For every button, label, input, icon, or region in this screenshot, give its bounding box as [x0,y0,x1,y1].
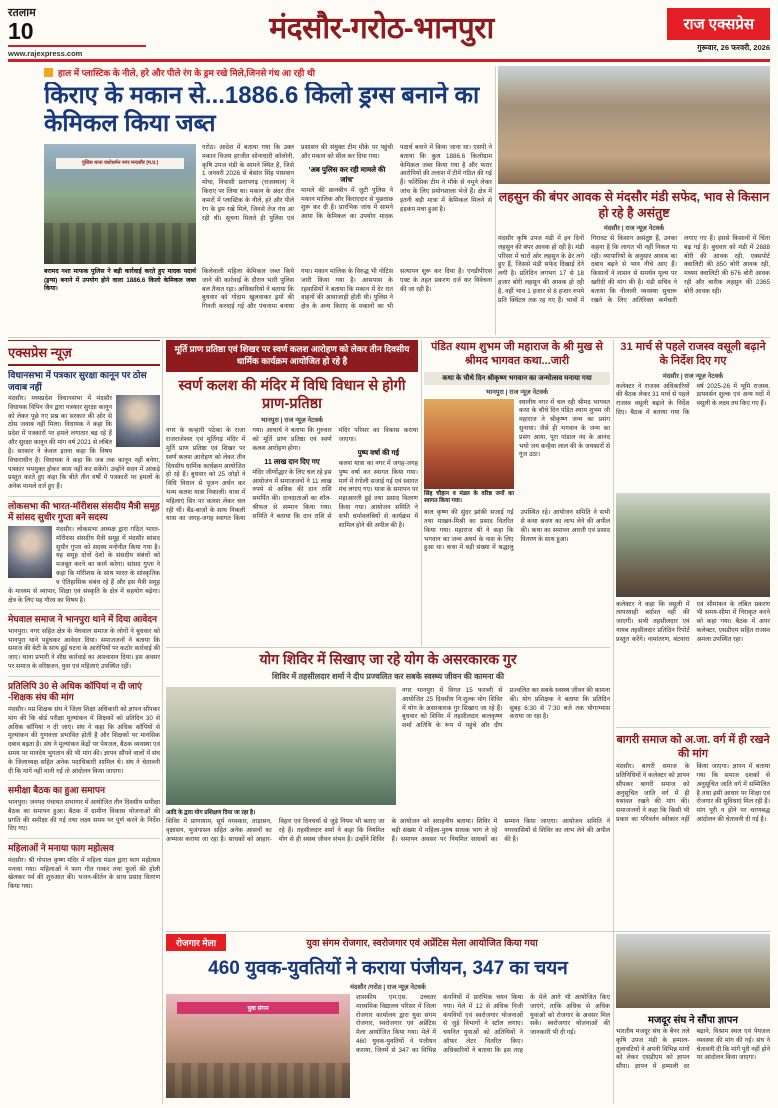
article-body: मंदसौर कृषि उपज मंडी में इन दिनों लहसुन की बंपर आवक हो रही है। मंडी परिसर में चारों ओर लहसुन के ढेर लगे हुए हैं, जिससे मंडी सफेद दिखाई देने लगी है। प्रतिदिन लगभग 17 से 18 हजार बोरी लहसुन की आवक हो रही है, वहीं भाव 1 हजार से 8 हजार रुपये प्रति क्विंटल तक रह गए हैं। भावों में गिरावट से किसान असंतुष्ट हैं, उनका कहना है कि लागत भी नहीं निकल पा रही। व्यापारियों के अनुसार आवक का दबाव बढ़ने से भाव नीचे आए हैं। किसानों ने शासन से समर्थन मूल्य पर खरीदी की मांग की है। मंडी सचिव ने बताया कि नीलामी व्यवस्था सुचारू रखने के लिए अतिरिक्त कर्मचारी लगाए गए हैं। इससे किसानों में चिंता बढ़ गई है। बुधवार को मंडी में 2688 बोरी की आवक रही, एक्सपोर्ट क्वालिटी की 850 बोरी आवक रही, मध्यम क्वालिटी की 676 बोरी आवक रही और बारीक लहसुन की 2365 बोरी आवक रही। [498,235,770,304]
temple-kicker: मूर्ति प्राण प्रतिष्ठा एवं शिखर पर स्वर्ण कलश आरोहण को लेकर तीन दिवसीय धार्मिक कार्यक्रम आयोजित हो रहे है [166,340,418,372]
mp-portrait-photo [8,526,52,578]
bhagwat-headline: पंडित श्याम शुभम जी महाराज के श्री मुख से श्रीमद भागवत कथा...जारी [431,341,603,368]
lead-strapline-row [44,66,492,79]
article-body: कलेक्टर ने राजस्व अधिकारियों की बैठक लेकर 31 मार्च से पहले राजस्व वसूली बढ़ाने के निर्देश दिए। बैठक में बताया गया कि वर्ष 2025-26 में भूमि राजस्व, डायवर्सन शुल्क एवं अन्य मदों में वसूली के लक्ष्य तय किए गए हैं। [616,382,770,417]
rojgar-byline: मंदसौर /गरोठ | राज न्यूज़ नेटवर्क [350,984,426,991]
bhagwat-photo-block [424,399,514,507]
garlic-story [498,66,770,336]
temple-headline: स्वर्ण कलश की मंदिर में विधि विधान से होगी प्राण-प्रतिष्ठा [178,377,406,413]
express-story-press-law [8,370,160,492]
rojgar-mela-photo [166,994,350,1098]
section-divider [166,931,770,932]
article-body: मंदसौर। मप्र शिक्षक संघ ने जिला शिक्षा अधिकारी को ज्ञापन सौंपकर मांग की कि बोर्ड परीक्षा मूल्यांकन में शिक्षकों को प्रतिदिन 30 से अधिक कॉपियां न दी जाएं। संघ ने कहा कि अधिक कॉपियों से मूल्यांकन की गुणवत्ता प्रभावित होती है और शिक्षकों पर मानसिक दबाव बढ़ता है। संघ ने मूल्यांकन केंद्रों पर पेयजल, बैठक व्यवस्था एवं समय पर मानदेय भुगतान की भी मांग की। ज्ञापन सौंपने वालों में संघ के जिलाध्यक्ष सहित अनेक पदाधिकारी शामिल थे। संघ ने चेतावनी दी कि मांगें नहीं मानी गईं तो आंदोलन किया जाएगा। [8,705,160,775]
masthead-location: रतलाम [8,7,36,19]
article-body: भानपुरा। जनपद पंचायत सभागार में आयोजित तीन दिवसीय समीक्षा बैठक का समापन हुआ। बैठक में ग्रामीण विकास योजनाओं की प्रगति की समीक्षा की गई तथा लक्ष्य समय पर पूर्ण करने के निर्देश दिए गए। [8,798,160,833]
revenue-body-continued [616,601,770,721]
bhagwat-body-right [519,399,610,507]
majdoor-sangh-story [616,934,770,1104]
article-body: गरोठ। आदेश में बताया गया कि उक्त मकान विजय हरजीत सोनाधारी कॉलोनी, कृषि उपज मंडी के सामने स्थित है, जिसे 1 जनवरी 2026 से बेसांत सिंह पासवान मोघा, निवासी प्रतापगढ़ (राजस्थान) ने किराए पर लिया था। मकान के अंदर तीन कमरों में प्लास्टिक के नीले, हरे और पीले रंग के ड्रम रखे मिले, जिनसे तेज गंध आ रही थी। सूचना मिलते ही पुलिस एवं प्रशासन की संयुक्त टीम मौके पर पहुंची और मकान को सील कर दिया गया। [202,144,393,222]
photo-people-silhouettes [44,223,196,264]
strapline-marker-icon [44,68,53,77]
temple-byline: भानपुरा | राज न्यूज़ नेटवर्क [260,417,324,425]
yoga-camp-story [166,650,610,930]
right-rail [616,340,770,930]
brand-logo: राज एक्सप्रेस [667,8,770,40]
article-body: कलश यात्रा का नगर में जगह-जगह पुष्प वर्षा कर स्वागत किया गया। मार्ग में रंगोली सजाई गई एवं स्वागत मंच लगाए गए। यात्रा के समापन पर महाआरती हुई तथा प्रसाद वितरण किया गया। आयोजन समिति ने सभी धर्मावलंबियों से कार्यक्रम में शामिल होने की अपील की है। [338,459,418,529]
express-story-mp-mauritius [8,496,160,605]
masthead-right [667,8,770,53]
section-divider [8,337,770,338]
yoga-headline: योग शिविर में सिखाए जा रहे योग के असरकारक गुर [259,651,517,667]
lead-story [44,66,492,336]
edition-title: मंदसौर-गरोठ-भानपुरा [269,12,494,45]
temple-kalash-story [166,340,418,646]
express-news-rail [8,340,160,1104]
bhagwat-photo-caption: सिंह चौहान व मंडल के वरिष्ठ जनों का स्वागत किया गया। [424,490,514,505]
article-body: कलेक्टर ने कहा कि वसूली में लापरवाही बर्दाश्त नहीं की जाएगी। सभी तहसीलदार एवं नायब तहसीलदार प्रतिदिन रिपोर्ट प्रस्तुत करेंगे। नामांतरण, बंटवारा एवं सीमांकन के लंबित प्रकरण भी समय-सीमा में निराकृत करने को कहा गया। बैठक में अपर कलेक्टर, एसडीएम सहित राजस्व अमला उपस्थित रहा। [616,600,770,643]
lead-body-columns [202,144,492,264]
express-story-headline: महिलाओं ने मनाया फाग महोत्सव [8,843,114,854]
mla-portrait-photo [116,395,160,447]
article-body: मामले की छानबीन में जुटी पुलिस ने मकान मालिक और किराएदार से पूछताछ शुरू कर दी है। प्रारंभिक जांच में सामने आया कि केमिकल का उपयोग मादक पदार्थ बनाने में किया जाना था। एसपी ने बताया कि कुल 1886.6 किलोग्राम केमिकल जब्त किया गया है और फरार आरोपियों की तलाश में टीमें गठित की गई हैं। फोरेंसिक टीम ने मौके से नमूने लेकर जांच के लिए प्रयोगशाला भेजे हैं। क्षेत्र में इतनी बड़ी मात्रा में केमिकल मिलने से हड़कंप मचा हुआ है। [301,144,492,221]
bhagwat-ceremony-photo [424,399,514,489]
express-story-review-meeting [8,780,160,834]
revenue-meeting-photo [616,493,770,597]
bagri-headline: बागरी समाज को अ.जा. वर्ग में ही रखने की मांग [616,733,770,760]
express-story-headline: विधानसभा में पत्रकार सुरक्षा कानून पर ठोस जवाब नहीं [8,370,147,392]
lead-story-photo [44,144,196,264]
express-story-faag-festival [8,838,160,892]
express-story-headline: मेघवाल समाज ने भानपुरा थाने में दिया आवेदन [8,614,157,625]
column-divider [421,340,422,646]
article-body: स्थानीय नगर में चल रही श्रीमद भागवत कथा के चौथे दिन पंडित श्याम शुभम जी महाराज ने श्रीकृष्ण जन्म का प्रसंग सुनाया। जैसे ही भगवान के जन्म का प्रसंग आया, पूरा पांडाल नंद के आनंद भयो जय कन्हैया लाल की के जयकारों से गूंज उठा। [519,398,610,459]
express-story-teachers-demand [8,676,160,777]
majdoor-headline: मजदूर संघ ने सौंपा ज्ञापन [648,1015,738,1026]
column-divider [613,340,614,1104]
express-news-title: एक्सप्रेस न्यूज़ [8,340,160,366]
bagri-story [616,727,770,882]
lead-body-continued [202,268,492,330]
rojgar-body-columns [356,994,610,1098]
garlic-story-photo [498,66,770,184]
article-body: भानपुरा। नगर सहित क्षेत्र के मेघवाल समाज के लोगों ने बुधवार को भानपुरा थाने पहुंचकर आवेदन दिया। समाजजनों ने बताया कि समाज की बेटी के साथ हुई घटना के आरोपियों पर कठोर कार्रवाई की जाए। थाना प्रभारी ने शीघ्र कार्रवाई का आश्वासन दिया। इस अवसर पर समाज के वरिष्ठजन, युवा एवं महिलाएं उपस्थित रहीं। [8,627,160,671]
yoga-subhead: शिविर में तहसीलदार शर्मा ने दीप प्रज्वलित कर सबके स्वस्थ्य जीवन की कामना की [271,672,505,681]
rojgar-section-label: रोजगार मेला [166,934,226,951]
bhagwat-subhead: कथा के चौथे दिन श्रीकृष्ण भगवान का जन्मोत्सव मनाया गया [424,372,610,385]
garlic-headline: लहसुन की बंपर आवक से मंदसौर मंडी सफेद, भाव से किसान हो रहे है असंतुष्ट [498,190,770,220]
yuva-sangam-banner: युवा संगम [177,1002,339,1014]
revenue-body-columns [616,383,770,489]
article-body: बाल कृष्ण की सुंदर झांकी सजाई गई तथा माखन-मिश्री का प्रसाद वितरित किया गया। महाराज श्री ने कहा कि भगवान का जन्म अधर्म के नाश के लिए हुआ था। कथा में बड़ी संख्या में श्रद्धालु उपस्थित रहे। आयोजन समिति ने सभी से कथा श्रवण का लाभ लेने की अपील की। कथा का समापन आरती एवं प्रसाद वितरण के साथ हुआ। [424,509,610,552]
article-body: नगर भानपुरा में विगत 15 फरवरी से आयोजित 25 दिवसीय नि:शुल्क योग शिविर में योग के असरकारक गुर सिखाए जा रहे हैं। बुधवार को शिविर में तहसीलदार बालकृष्ण शर्मा अतिथि के रूप में पहुंचे और दीप प्रज्वलित कर सबके स्वस्थ्य जीवन की कामना की। योग प्रशिक्षक ने बताया कि प्रतिदिन सुबह 6:30 से 7:30 बजे तक योगाभ्यास कराया जा रहा है। [402,687,610,730]
article-body: मंदिर जीर्णोद्धार के लिए चल रहे इस आयोजन में समाजजनों ने 11 लाख रुपये से अधिक की दान राशि समर्पित की। दानदाताओं का शॉल-श्रीफल से सम्मान किया गया। समिति ने बताया कि दान राशि से मंदिर परिसर का विकास कराया जाएगा। [252,427,418,520]
garlic-body-columns [498,235,770,336]
rojgar-mela-story [166,934,610,1104]
express-story-meghwal [8,609,160,672]
page-number: 10 [8,18,34,44]
article-body: शासकीय एम.एस. उच्चतर माध्यमिक विद्यालय परिसर में जिला रोजगार कार्यालय द्वारा युवा संगम रोजगार, स्वरोजगार एवं अप्रेंटिस मेला आयोजित किया गया। मेले में 460 युवक-युवतियों ने पंजीयन कराया, जिनमें से 347 का विभिन्न कंपनियों में प्रारंभिक चयन किया गया। मेले में 12 से अधिक निजी कंपनियों एवं स्वरोजगार योजनाओं से जुड़े विभागों ने स्टॉल लगाए। चयनित युवाओं को अतिथियों ने ऑफर लेटर वितरित किए। अधिकारियों ने बताया कि इस तरह के मेले आगे भी आयोजित किए जाएंगे, ताकि अधिक से अधिक युवाओं को रोजगार के अवसर मिल सकें। स्वरोजगार योजनाओं की जानकारी भी दी गई। [356,994,610,1054]
revenue-headline: 31 मार्च से पहले राजस्व वसूली बढ़ाने के निर्देश दिए गए [620,341,766,368]
majdoor-group-photo [616,934,770,1008]
article-body: मंदसौर। लोकसभा अध्यक्ष द्वारा गठित भारत-मॉरीशस संसदीय मैत्री समूह में मंदसौर सांसद सुधीर गुप्ता को सदस्य मनोनीत किया गया है। यह समूह दोनों देशों के संसदीय संबंधों को मजबूत करने का कार्य करेगा। सांसद गुप्ता ने कहा कि मॉरीशस के साथ भारत के सांस्कृतिक व ऐतिहासिक संबंध रहे हैं और इस मैत्री समूह के माध्यम से व्यापार, शिक्षा एवं संस्कृति के क्षेत्र में सहयोग बढ़ेगा। क्षेत्र के लिए यह गौरव का विषय है। [8,526,160,604]
lead-headline: किराए के मकान से...1886.6 किलो ड्रग्स बनाने का केमिकल किया जब्त [44,82,480,137]
bhagwat-byline: भानपुरा | राज न्यूज़ नेटवर्क [485,388,549,396]
article-body: किलेवाली महिला केमिकल जब्त किये जाने की कार्रवाई के दौरान भारी पुलिस बल तैनात रहा। अधिकारियों ने बताया कि बुधवार को गोदाम खुलवाकर ड्रमों की गिनती करवाई गई और पंचनामा बनाया गया। मकान मालिक के विरुद्ध भी नोटिस जारी किया गया है। आसपास के रहवासियों ने बताया कि मकान में देर रात वाहनों की आवाजाही होती थी। पुलिस ने क्षेत्र के अन्य किराए के मकानों का भी सत्यापन शुरू कर दिया है। एनडीपीएस एक्ट के तहत प्रकरण दर्ज कर विवेचना की जा रही है। [202,268,492,311]
lead-strapline: हाल में प्लास्टिक के नीले, हरे और पीले रंग के ड्रम रखे मिले,जिनसे गंध आ रही थी [58,68,315,78]
article-body: नगर के कन्हारी पठेका के राजा राजराजेश्वर एवं मूर्तिगढ़ मंदिर में मूर्ति प्राण प्रतिष्ठा एवं शिखर पर स्वर्ण कलश आरोहण को लेकर तीन दिवसीय धार्मिक कार्यक्रम आयोजित हो रहे हैं। बुधवार को 25 जोड़ों ने विधि विधान से पूजन अर्चन कर भव्य कलश यात्रा निकाली। यात्रा में महिलाएं सिर पर कलश लेकर चल रही थीं। बैंड-बाजों के साथ निकली यात्रा का जगह-जगह स्वागत किया गया। आचार्य ने बताया कि गुरुवार को मूर्ति प्राण प्रतिष्ठा एवं स्वर्ण कलश आरोहण होगा। [166,427,332,523]
yoga-photo-caption: आदि के द्वारा योग प्रशिक्षण दिया जा रहा है। [166,810,256,816]
rojgar-headline: 460 युवक-युवतियों ने कराया पंजीयन, 347 का चयन [208,958,568,979]
yoga-camp-photo [166,687,396,805]
article-body: भारतीय मजदूर संघ के बैनर तले कृषि उपज मंडी के हम्माल-तुलावटियों ने अपनी विभिन्न मांगों को लेकर एसडीएम को ज्ञापन सौंपा। ज्ञापन में हम्माली दर बढ़ाने, विश्राम स्थल एवं पेयजल व्यवस्था की मांग की गई। संघ ने चेतावनी दी कि मांगें पूरी नहीं होने पर आंदोलन किया जाएगा। [616,1028,770,1071]
article-body: शिविर में प्राणायाम, सूर्य नमस्कार, ताड़ासन, वृक्षासन, भुजंगासन सहित अनेक आसनों का अभ्यास कराया जा रहा है। साधकों को आहार-विहार एवं दिनचर्या से जुड़े नियम भी बताए जा रहे हैं। तहसीलदार शर्मा ने कहा कि नियमित योग से ही स्वस्थ जीवन संभव है। उन्होंने शिविर के आयोजन को सराहनीय बताया। शिविर में बड़ी संख्या में महिला-पुरुष साधक भाग ले रहे हैं। समापन अवसर पर नियमित साधकों का सम्मान किया जाएगा। आयोजन समिति ने नगरवासियों से शिविर का लाभ लेने की अपील की है। [166,818,610,843]
lead-subhead: 'अब पुलिस कर रही मामले की जांच' [308,164,386,184]
rojgar-kicker: युवा संगम रोजगार, स्वरोजगार एवं अप्रेंटिस मेला आयोजित किया गया [306,938,538,949]
garlic-byline: मंदसौर | राज न्यूज़ नेटवर्क [603,225,665,232]
police-station-sign: पुलिस थाना यशोधर्मन नगर मन्दसौर (म.प्र.) [56,158,184,169]
yoga-body-columns [166,818,610,926]
express-story-headline: प्रतिलिपि 30 से अधिक कॉपियां न दी जाएं -शिक्षक संघ की मांग [8,680,143,703]
website-url[interactable]: www.rajexpress.com [8,49,83,58]
article-body: मंदसौर। मध्यप्रदेश विधानसभा में मंदसौर विधायक विपिन जैन द्वारा पत्रकार सुरक्षा कानून को लेकर पूछे गए प्रश्न का सरकार की ओर से ठोस जवाब नहीं मिला। विधायक ने कहा कि प्रदेश में पत्रकारों पर हमले लगातार बढ़ रहे हैं और सुरक्षा कानून की मांग वर्ष 2021 से लंबित है। सरकार ने केवल इतना कहा कि विषय विचाराधीन है। विधायक ने कहा कि जब तक कानून नहीं बनेगा, पत्रकार भयमुक्त होकर काम नहीं कर सकेंगे। उन्होंने सदन में आंकड़े प्रस्तुत करते हुए कहा कि बीते तीन वर्षों में पत्रकारों पर हमलों के अनेक मामले दर्ज हुए हैं। [8,395,160,491]
masthead-rule [8,59,770,62]
temple-subhead-donation: 11 लाख दान दिए गए [264,456,320,466]
edition-date: गुरूवार, 26 फरवरी, 2026 [697,43,770,52]
bagri-body-columns [616,763,770,881]
rojgar-kicker-bar [166,934,610,951]
column-divider [162,340,163,1104]
bhagwat-body-columns [424,509,610,631]
majdoor-body-columns [616,1028,770,1104]
revenue-byline: मंदसौर | राज न्यूज़ नेटवर्क [662,372,724,380]
temple-subhead-flowers: पुष्प वर्षा की गई [357,447,400,457]
express-story-headline: लोकसभा की भारत-मॉरीशस संसदीय मैत्री समूह में सांसद सुधीर गुप्ता बने सदस्य [8,500,160,523]
bhagwat-katha-story [424,340,610,646]
column-divider [495,67,496,335]
masthead-left [8,5,148,58]
masthead-left-rule [8,45,146,47]
lead-photo-caption: बरामद नशा माफक पुलिस ने बड़ी कार्रवाई करते हुए मादक पदार्थ (ड्रग्स) बनाने में उपयोग होने वाला 1886.6 किलो केमिकल जब्त किया। [44,268,196,293]
photo-people-silhouettes [166,1063,350,1098]
article-body: मंदसौर। बागरी समाज के प्रतिनिधियों ने कलेक्टर को ज्ञापन सौंपकर बागरी समाज को अनुसूचित जाति वर्ग में ही यथावत रखने की मांग की। समाजजनों ने कहा कि किसी भी प्रकार का परिवर्तन स्वीकार नहीं किया जाएगा। ज्ञापन में बताया गया कि समाज दशकों से अनुसूचित जाति वर्ग में सम्मिलित है तथा इसी आधार पर शिक्षा एवं रोजगार की सुविधाएं मिल रही हैं। मांग पूरी न होने पर चरणबद्ध आंदोलन की चेतावनी दी गई है। [616,763,770,824]
section-divider [166,647,610,648]
temple-body-columns [166,427,418,639]
article-body: मंदसौर। श्री गोपाल कृष्ण मंदिर में महिला मंडल द्वारा फाग महोत्सव मनाया गया। महिलाओं ने फाग गीत गाकर तथा फूलों की होली खेलकर पर्व की शुरुआत की। भजन-कीर्तन के साथ प्रसाद वितरण किया गया। [8,856,160,891]
yoga-body-right [402,687,610,805]
express-story-headline: समीक्षा बैठक का हुआ समापन [8,785,105,796]
